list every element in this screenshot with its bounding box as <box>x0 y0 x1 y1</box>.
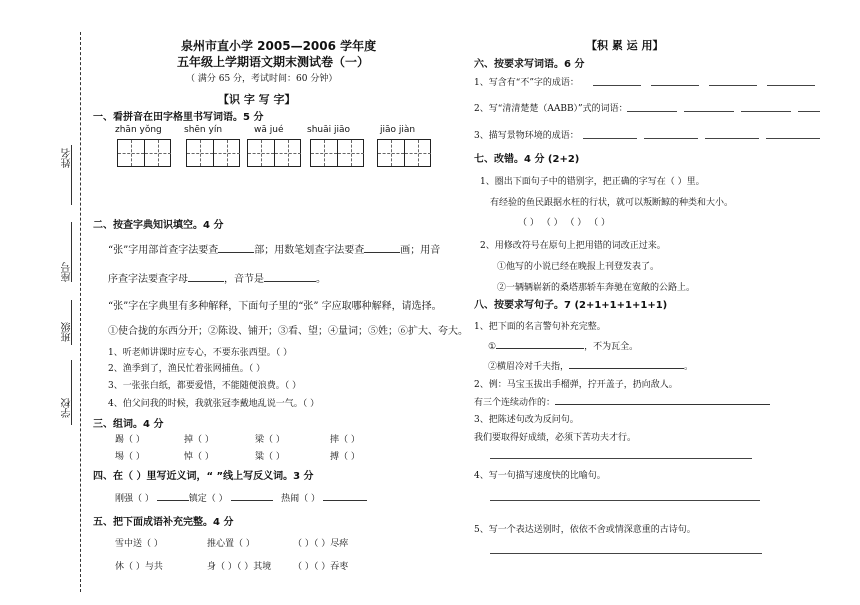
tianzige-box-3[interactable] <box>247 139 301 167</box>
exam-title-line1: 泉州市直小学 2005—2006 学年度 <box>181 39 377 53</box>
q7-item-2: 2、用修改符号在原句上把用错的词改正过来。 <box>480 241 666 251</box>
q2-definitions: ①使合拢的东西分开；②陈设、铺开；③看、望；④量词；⑤姓；⑥扩大、夸大。 <box>108 326 468 337</box>
tianzige-box-2[interactable] <box>186 139 240 167</box>
q8-item-1a: ① ，不为瓦全。 <box>488 339 638 352</box>
q5-title: 五、把下面成语补充完整。4 分 <box>93 517 234 528</box>
tianzige-box-5[interactable] <box>377 139 431 167</box>
q6-blank-2d[interactable] <box>798 111 820 112</box>
q8-answer-line-5[interactable] <box>490 553 762 554</box>
blank-radical[interactable] <box>218 243 254 253</box>
seat-field[interactable] <box>71 222 72 282</box>
class-field[interactable] <box>71 300 72 345</box>
q5-idiom-3: （ ）（ ）尽瘁 <box>293 539 349 549</box>
q7-sentence-2a: ①他写的小说已经在晚报上刊登发表了。 <box>497 262 660 272</box>
q8-item-2b: 有三个连续动作的： <box>474 395 770 408</box>
q2-line3: “张”字在字典里有多种解释，下面句子里的“张” 字应取哪种解释，请选择。 <box>108 301 442 312</box>
q6-blank-1b[interactable] <box>651 85 699 86</box>
q4-blank-1[interactable] <box>157 491 189 501</box>
blank-letter[interactable] <box>188 272 224 282</box>
q4-blank-2[interactable] <box>231 491 273 501</box>
q3-word-1: 踢（ ） <box>115 435 145 445</box>
class-label: 班级 <box>62 322 73 342</box>
blank-syllable[interactable] <box>264 272 316 282</box>
q4-title: 四、在（ ）里写近义词，“ ”线上写反义词。3 分 <box>93 471 314 482</box>
q8-item-3: 3、把陈述句改为反问句。 <box>474 415 579 425</box>
q8-item-1: 1、把下面的名言警句补充完整。 <box>474 322 606 332</box>
exam-title-line2: 五年级上学期语文期末测试卷（一） <box>177 55 370 69</box>
blank-strokes[interactable] <box>364 243 400 253</box>
section-heading-accumulation: 【积 累 运 用】 <box>586 39 664 52</box>
q8-title: 八、按要求写句子。7 (2+1+1+1+1+1) <box>474 300 668 311</box>
q6-blank-3d[interactable] <box>766 138 820 139</box>
q8-answer-line-4[interactable] <box>490 500 760 501</box>
q7-answer-parens: （ ） （ ） （ ） （ ） <box>518 218 611 228</box>
q2-title: 二、按查字典知识填空。4 分 <box>93 220 224 231</box>
q2-line2: 序查字法要查字母 ，音节是 。 <box>108 274 326 285</box>
q6-blank-2c[interactable] <box>741 111 791 112</box>
q6-blank-2a[interactable] <box>627 111 677 112</box>
q8-item-5: 5、写一个表达送别时，依依不舍或情深意重的古诗句。 <box>474 525 696 535</box>
q5-idiom-1: 雪中送（ ） <box>115 539 163 549</box>
q3-title: 三、组词。4 分 <box>93 419 164 430</box>
q4-blank-3[interactable] <box>323 491 367 501</box>
q6-blank-3b[interactable] <box>644 138 698 139</box>
q3-word-7: 粱（ ） <box>255 452 285 462</box>
binding-line <box>80 32 81 592</box>
pinyin-4: shuāi jiāo <box>307 125 350 135</box>
q3-word-2: 掉（ ） <box>184 435 214 445</box>
q8-item-1b: ②横眉冷对千夫指， 。 <box>488 359 693 372</box>
q8-item-4: 4、写一句描写速度快的比喻句。 <box>474 471 606 481</box>
q3-word-6: 悼（ ） <box>184 452 214 462</box>
tianzige-box-4[interactable] <box>310 139 364 167</box>
pinyin-1: zhān yǒng <box>115 125 162 135</box>
q4-words: 刚强（ ） 镇定（ ） 热闹（ ） <box>115 491 367 504</box>
school-label: 学校 <box>62 398 73 418</box>
q8-item-2: 2、例：马宝玉拔出手榴弹，拧开盖子，扔向敌人。 <box>474 380 678 390</box>
q6-blank-1a[interactable] <box>593 85 641 86</box>
q1-title: 一、看拼音在田字格里书写词语。5 分 <box>93 112 264 123</box>
q3-word-4: 摔（ ） <box>330 435 360 445</box>
q8-blank-1a[interactable] <box>496 339 584 349</box>
q5-idiom-2: 推心置（ ） <box>207 539 255 549</box>
q3-word-5: 埸（ ） <box>115 452 145 462</box>
q6-blank-1c[interactable] <box>709 85 757 86</box>
q6-blank-3a[interactable] <box>583 138 637 139</box>
section-heading-literacy: 【识 字 写 字】 <box>218 93 296 106</box>
q8-blank-1b[interactable] <box>569 359 684 369</box>
school-field[interactable] <box>71 360 72 425</box>
q6-blank-2b[interactable] <box>684 111 734 112</box>
q6-blank-1d[interactable] <box>767 85 815 86</box>
q6-item-3: 3、描写景物环境的成语： <box>474 131 579 141</box>
q7-title: 七、改错。4 分 (2+2) <box>474 154 580 165</box>
q7-sentence-2b: ②一辆辆崭新的桑塔那轿车奔驰在宽敞的公路上。 <box>497 283 696 293</box>
q3-word-8: 搏（ ） <box>330 452 360 462</box>
pinyin-2: shēn yín <box>184 125 223 135</box>
q2-line1: “张”字用部首查字法要查 部；用数笔划查字法要查 画；用音 <box>108 245 441 256</box>
q6-title: 六、按要求写词语。6 分 <box>474 59 585 70</box>
q6-item-1: 1、写含有“不”字的成语： <box>474 78 579 88</box>
q7-sentence-1: 有经验的鱼民跟据水枉的行状，就可以叛断鲸的种类和大小。 <box>490 198 734 208</box>
name-label: 姓名 <box>62 148 73 168</box>
q8-answer-line-3[interactable] <box>490 458 752 459</box>
q2-item-3: 3、一张张白纸，都要爱惜，不能随便浪费。（ ） <box>108 381 302 391</box>
seat-label: 座号 <box>62 262 73 282</box>
q8-blank-2[interactable] <box>555 395 770 405</box>
tianzige-box-1[interactable] <box>117 139 171 167</box>
q8-item-3b: 我们要取得好成绩，必须下苦功夫才行。 <box>474 433 637 443</box>
q5-idiom-5: 身（ ）（ ）其境 <box>207 562 272 572</box>
name-field[interactable] <box>71 145 72 205</box>
q2-item-2: 2、渔季到了，渔民忙着张网捕鱼。（ ） <box>108 364 266 374</box>
q3-word-3: 梁（ ） <box>255 435 285 445</box>
q7-item-1: 1、圈出下面句子中的错别字，把正确的字写在（ ）里。 <box>480 177 705 187</box>
q5-idiom-6: （ ）（ ）吞枣 <box>293 562 349 572</box>
exam-info: （ 满分 65 分，考试时间：60 分钟） <box>186 74 338 84</box>
pinyin-3: wā jué <box>254 125 284 135</box>
pinyin-5: jiāo jiàn <box>380 125 416 135</box>
q2-item-4: 4、伯父问我的时候，我就张冠李戴地乱说一气。（ ） <box>108 399 320 409</box>
q6-item-2: 2、写“清清楚楚（AABB）”式的词语： <box>474 104 628 114</box>
q2-item-1: 1、听老师讲课时应专心，不要东张西望。（ ） <box>108 348 293 358</box>
q6-blank-3c[interactable] <box>705 138 759 139</box>
q5-idiom-4: 休（ ）与共 <box>115 562 163 572</box>
